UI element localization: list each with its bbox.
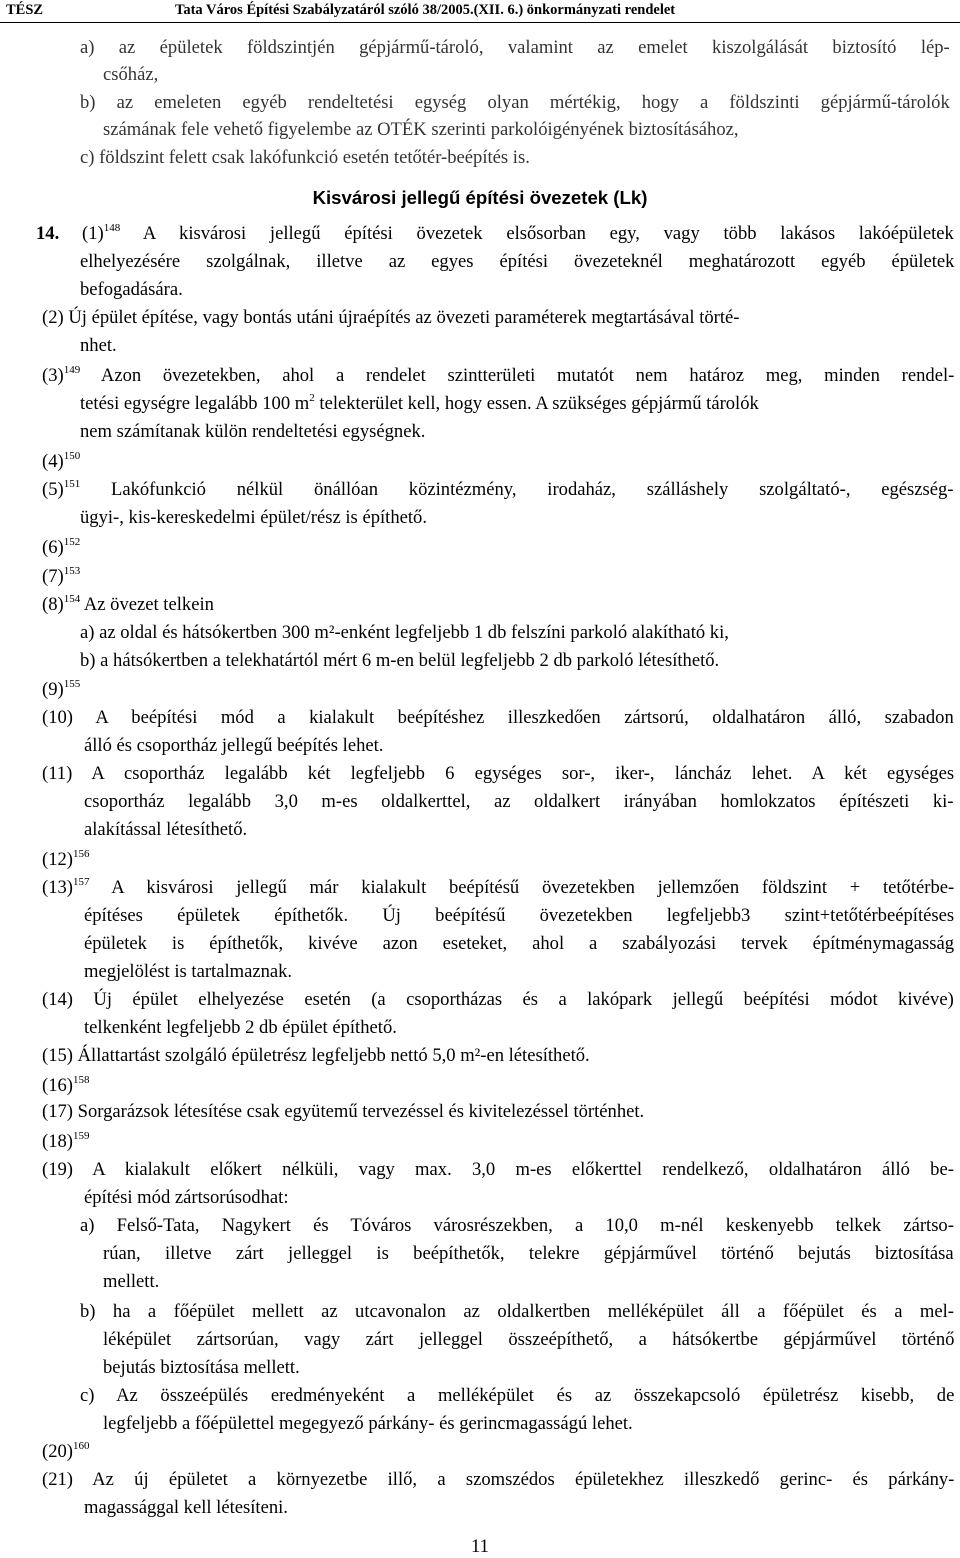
p10-line2: álló és csoportház jellegű beépítés lehet. [84,735,384,756]
p18-label: $(18)^{159}$ [42,1130,90,1152]
p11-line2: csoportház legalább 3,0 m-es oldalkerttel, az oldalkert irányában homlokzatos építészeti ki- [84,791,954,812]
p7-label: $(7)^{153}$ [42,565,81,587]
p19-line2: építési mód zártsorúsodhat: [84,1187,289,1208]
p1-line1: $(1)^{148}$ A kisvárosi jellegű építési övezetek elsősorban egy, vagy több lakásos lakóépületek [82,222,954,244]
intro-item-b-line1: b) az emeleten egyéb rendeltetési egység olyan mértékig, hogy a földszinti gépjármű-tárolók [80,92,950,113]
p21-line1: (21) Az új épületet a környezetbe illő, a szomszédos épületekhez illeszkedő gerinc- és párkány- [42,1469,955,1490]
p3-line3: nem számítanak külön rendeltetési egységnek. [80,421,426,442]
p19-line1: (19) A kialakult előkert nélküli, vagy max. 3,0 m-es előkerttel rendelkező, oldalhatáron álló be- [42,1159,954,1180]
p19-item-c-line1: c) Az összeépülés eredményeként a melléképület és az összekapcsoló épületrész kisebb, de [80,1385,955,1406]
header-left-label: TÉSZ [6,2,44,18]
p12-label: $(12)^{156}$ [42,848,90,870]
header-rule [0,22,960,23]
section-title: Kisvárosi jellegű építési övezetek (Lk) [312,187,648,208]
p5-line2: ügyi-, kis-kereskedelmi épület/rész is építhető. [80,507,427,528]
p14-line2: telkenként legfeljebb 2 db épület építhető. [84,1017,397,1038]
p19-item-c-line2: legfeljebb a főépülettel megegyező párkány- és gerincmagasságú lehet. [103,1413,633,1434]
p19-item-a-line1: a) Felső-Tata, Nagykert és Tóváros városrészekben, a 10,0 m-nél keskenyebb telkek zártso- [80,1215,954,1236]
intro-item-a-line2: csőház, [103,64,159,85]
p16-label: $(16)^{158}$ [42,1074,90,1096]
p19-item-b-line3: bejutás biztosítása mellett. [103,1357,300,1378]
p14-line1: (14) Új épület elhelyezése esetén (a csoportházas és a lakópark jellegű beépítési módot kivéve) [42,989,954,1010]
intro-item-b-line2: számának fele vehető figyelembe az OTÉK szerinti parkolóigényének biztosításához, [103,119,739,140]
paragraph-number: 14. [36,223,60,244]
p20-label: $(20)^{160}$ [42,1440,90,1462]
intro-item-a-line1: a) az épületek földszintjén gépjármű-tároló, valamint az emelet kiszolgálását biztosító lép- [80,37,950,58]
p19-item-b-line1: b) ha a főépület mellett az utcavonalon az oldalkertben melléképület áll a főépület és a mel- [80,1301,954,1322]
p3-line1: $(3)^{149}$ Azon övezetekben, ahol a rendelet szintterületi mutatót nem határoz meg, minden rendel- [42,364,955,386]
p19-item-a-line2: rúan, illetve zárt jelleggel is beépíthetők, telekre gépjárművel történő bejutás biztosítása [103,1243,954,1264]
p19-item-a-line3: mellett. [103,1271,160,1292]
header-title: Tata Város Építési Szabályzatáról szóló 38/2005.(XII. 6.) önkormányzati rendelet [175,2,676,18]
p11-line1: (11) A csoportház legalább két legfeljebb 6 egységes sor-, iker-, láncház lehet. A két egységes [42,763,955,784]
p10-line1: (10) A beépítési mód a kialakult beépítéshez illeszkedően zártsorú, oldalhatáron álló, szabadon [42,707,954,728]
p17-line1: (17) Sorgarázsok létesítése csak együtemű tervezéssel és kivitelezéssel történhet. [42,1101,645,1122]
p13-line2: építéses épületek építhetők. Új beépítésű övezetekben legfeljebb3 szint+tetőtérbeépítéses [84,905,955,926]
running-header [0,0,960,22]
p8-line1: $(8)^{154}$ Az övezet telkein [42,593,214,615]
p3-line2: tetési egységre legalább 100 $m^2$ telekterület kell, hogy essen. A szükséges gépjármű tárolók [80,392,759,414]
p8-item-a: a) az oldal és hátsókertben 300 m²-enként legfeljebb 1 db felszíni parkoló alakítható ki, [80,622,729,643]
p11-line3: alakítással létesíthető. [84,819,248,840]
p1-line2: elhelyezésére szolgálnak, illetve az egyes építési övezeteknél meghatározott egyéb épületek [80,251,955,272]
p5-line1: $(5)^{151}$ Lakófunkció nélkül önállóan közintézmény, irodaház, szálláshely szolgáltató-, egészség- [42,478,954,500]
intro-item-c-line1: c) földszint felett csak lakófunkció esetén tetőtér-beépítés is. [80,147,530,168]
p13-line3: épületek is építhetők, kivéve azon eseteket, ahol a szabályozási tervek építménymagasság [84,933,955,954]
p15-line1: (15) Állattartást szolgáló épületrész legfeljebb nettó 5,0 m²-en létesíthető. [42,1045,590,1066]
p13-line1: $(13)^{157}$ A kisvárosi jellegű már kialakult beépítésű övezetekben jellemzően földszint + tetőtérbe- [42,876,955,898]
p6-label: $(6)^{152}$ [42,536,81,558]
p19-item-b-line2: léképület zártsorúan, vagy zárt jelleggel összeépíthető, a hátsókertbe gépjárművel történő [103,1329,955,1350]
p2-line2: nhet. [80,335,117,356]
p2-line1: (2) Új épület építése, vagy bontás utáni újraépítés az övezeti paraméterek megtartásával törté- [42,307,740,328]
p21-line2: magassággal kell létesíteni. [84,1497,288,1518]
p1-line3: befogadására. [80,279,183,300]
page-number: 11 [471,1536,489,1557]
p4-label: $(4)^{150}$ [42,450,81,472]
p8-item-b: b) a hátsókertben a telekhatártól mért 6 m-en belül legfeljebb 2 db parkoló létesíthető. [80,650,720,671]
p13-line4: megjelölést is tartalmaznak. [84,961,293,982]
p9-label: $(9)^{155}$ [42,678,81,700]
